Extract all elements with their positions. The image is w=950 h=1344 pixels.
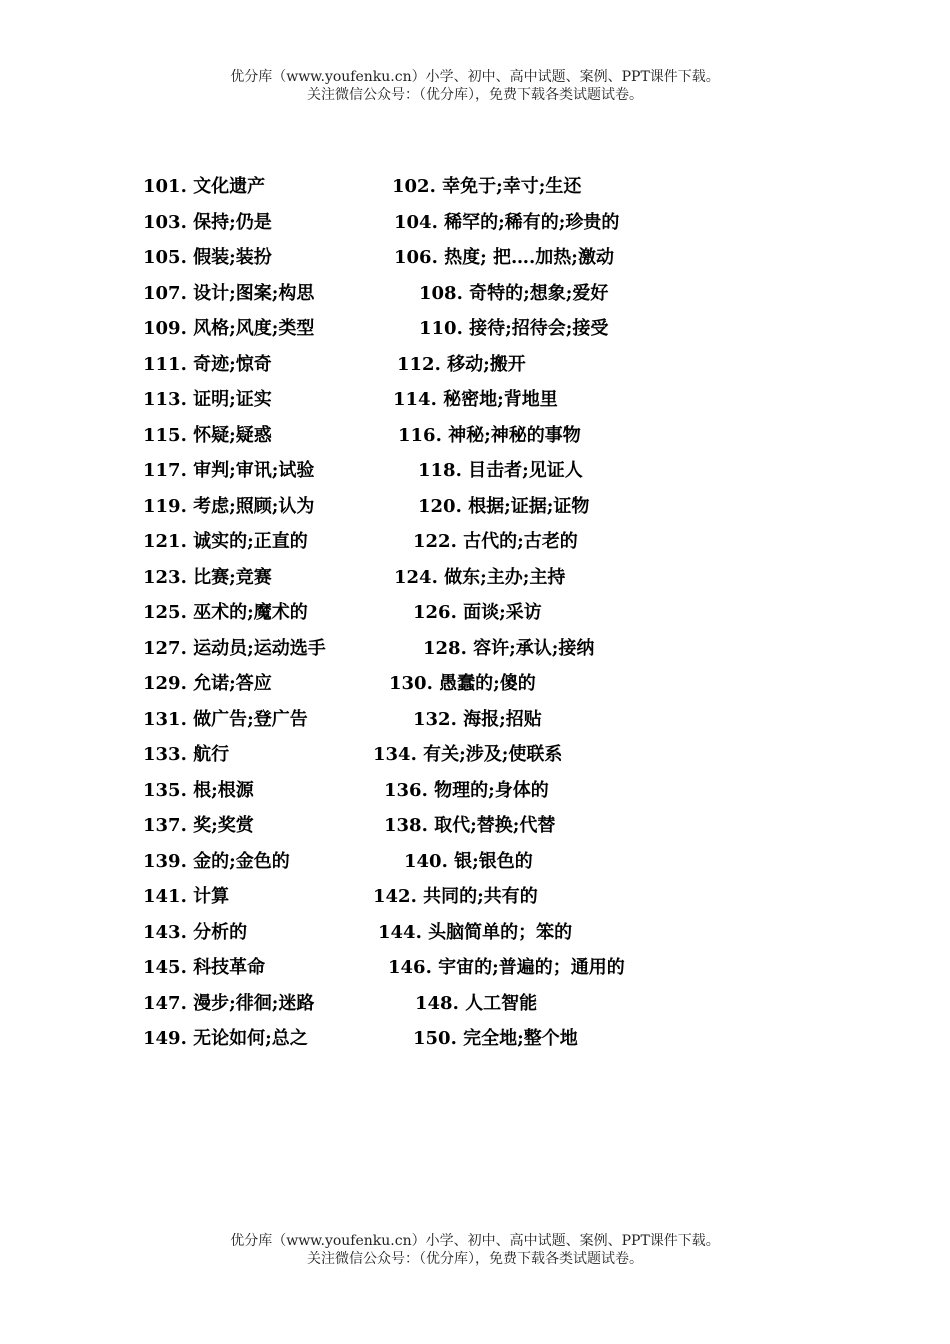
vocab-row [0,602,950,638]
entry-number: 127. [143,637,187,659]
entry-meaning: 共同的;共有的 [423,886,538,907]
vocab-entry-left [143,531,308,553]
vocab-entry-right [398,425,581,447]
vocab-entry-left [143,460,314,482]
vocab-entry-right [389,673,536,695]
entry-meaning: 幸免于;幸寸;生还 [442,176,582,197]
vocab-row [0,389,950,425]
entry-number: 118. [418,460,462,481]
vocab-row [0,283,950,319]
entry-number: 111. [143,353,187,375]
vocab-entry-left [143,851,290,873]
entry-number: 123. [143,566,187,588]
entry-meaning: 假装;装扮 [193,247,272,268]
entry-meaning: 奖;奖赏 [193,815,254,836]
vocab-entry-left [143,602,308,624]
vocab-entry-right [423,638,594,660]
entry-meaning: 计算 [193,886,230,907]
entry-meaning: 根;根源 [193,779,254,801]
entry-number: 113. [143,389,187,410]
vocab-row [0,531,950,567]
entry-meaning: 做广告;登广告 [193,708,308,730]
vocab-entry-right [413,1028,578,1050]
entry-meaning: 完全地;整个地 [463,1028,578,1049]
entry-meaning: 审判;审讯;试验 [193,460,315,481]
entry-meaning: 漫步;徘徊;迷路 [193,992,315,1014]
vocab-entry-right [413,531,578,553]
entry-meaning: 稀罕的;稀有的;珍贵的 [444,211,620,233]
entry-meaning: 目击者;见证人 [468,460,583,481]
entry-meaning: 宇宙的;普遍的；通用的 [438,957,625,978]
vocab-entry-right [397,354,526,376]
vocab-entry-right [418,460,583,482]
vocab-entry-left [143,283,314,305]
entry-meaning: 证明;证实 [193,389,272,410]
entry-number: 117. [143,460,187,481]
header-line-2: 关注微信公众号：（优分库），免费下载各类试题试卷。 [307,87,643,103]
vocab-entry-right [373,886,538,908]
entry-number: 104. [394,211,438,233]
vocab-row [0,957,950,993]
vocab-entry-right [415,993,537,1015]
entry-meaning: 分析的 [193,921,248,943]
vocab-entry-left [143,744,229,766]
vocab-row [0,212,950,248]
entry-number: 138. [384,815,428,836]
vocab-row [0,673,950,709]
entry-number: 134. [373,744,417,765]
vocab-entry-left [143,993,314,1015]
entry-number: 136. [384,779,428,801]
vocab-entry-right [384,780,549,802]
entry-meaning: 无论如何;总之 [193,1028,308,1049]
entry-number: 128. [423,637,467,659]
entry-number: 144. [378,921,422,943]
entry-number: 137. [143,815,187,836]
entry-number: 108. [419,282,463,304]
entry-meaning: 航行 [193,744,230,765]
entry-meaning: 做东;主办;主持 [444,566,566,588]
entry-number: 133. [143,744,187,765]
vocab-entry-left [143,673,272,695]
entry-number: 110. [419,318,463,339]
entry-number: 150. [413,1028,457,1049]
entry-number: 131. [143,708,187,730]
entry-meaning: 保持;仍是 [193,211,272,233]
page-header [0,68,950,104]
vocab-entry-left [143,318,314,340]
vocab-row [0,567,950,603]
vocab-row [0,247,950,283]
vocabulary-list [0,176,950,1066]
vocab-entry-right [413,709,542,731]
vocab-entry-right [418,496,589,518]
entry-meaning: 人工智能 [465,992,538,1014]
vocab-row [0,922,950,958]
entry-number: 105. [143,247,187,268]
vocab-entry-right [394,567,565,589]
vocab-row [0,993,950,1029]
entry-number: 135. [143,779,187,801]
entry-number: 149. [143,1028,187,1049]
header-line-1: 优分库（www.youfenku.cn）小学、初中、高中试题、案例、PPT课件下载。 [230,69,720,85]
vocab-entry-left [143,638,326,660]
entry-meaning: 取代;替换;代替 [434,815,556,836]
entry-number: 126. [413,602,457,623]
vocab-entry-right [394,212,619,234]
entry-number: 130. [389,673,433,694]
entry-meaning: 怀疑;疑惑 [193,424,272,446]
entry-number: 139. [143,850,187,872]
vocab-row [0,176,950,212]
entry-number: 145. [143,957,187,978]
vocab-entry-left [143,815,254,837]
vocab-entry-left [143,176,265,198]
vocab-entry-left [143,247,272,269]
entry-number: 121. [143,531,187,552]
entry-number: 148. [415,992,459,1014]
entry-number: 141. [143,886,187,907]
entry-meaning: 根据;证据;证物 [468,495,590,517]
vocab-entry-right [388,957,625,979]
entry-meaning: 科技革命 [193,957,266,978]
vocab-entry-right [392,176,581,198]
vocab-entry-left [143,354,272,376]
entry-number: 106. [394,247,438,268]
vocab-row [0,780,950,816]
entry-number: 103. [143,211,187,233]
entry-number: 147. [143,992,187,1014]
vocab-row [0,638,950,674]
entry-meaning: 风格;风度;类型 [193,318,315,339]
entry-number: 129. [143,673,187,694]
entry-meaning: 容许;承认;接纳 [473,637,595,659]
vocab-entry-right [419,283,608,305]
entry-meaning: 愚蠢的;傻的 [439,673,536,694]
vocab-entry-left [143,780,254,802]
vocab-entry-left [143,496,314,518]
vocab-row [0,886,950,922]
entry-number: 112. [397,353,441,375]
entry-meaning: 银;银色的 [454,850,533,872]
entry-meaning: 有关;涉及;使联系 [423,744,563,765]
entry-meaning: 物理的;身体的 [434,779,549,801]
entry-meaning: 移动;搬开 [447,353,526,375]
vocab-entry-left [143,567,272,589]
entry-meaning: 比赛;竞赛 [193,566,272,588]
vocab-entry-right [378,922,572,944]
vocab-row [0,496,950,532]
entry-meaning: 奇迹;惊奇 [193,353,272,375]
entry-meaning: 金的;金色的 [193,850,290,872]
vocab-row [0,425,950,461]
entry-number: 114. [393,389,437,410]
entry-meaning: 文化遗产 [193,176,266,197]
vocab-entry-right [384,815,555,837]
entry-meaning: 秘密地;背地里 [443,389,558,410]
entry-meaning: 面谈;采访 [463,602,542,623]
entry-meaning: 热度; 把….加热;激动 [444,247,614,268]
vocab-row [0,318,950,354]
entry-meaning: 允诺;答应 [193,673,272,694]
vocab-entry-left [143,389,272,411]
entry-number: 120. [418,495,462,517]
vocab-entry-right [404,851,533,873]
vocab-entry-left [143,957,265,979]
entry-number: 116. [398,424,442,446]
page-footer [0,1232,950,1268]
vocab-entry-left [143,212,272,234]
entry-number: 140. [404,850,448,872]
entry-number: 109. [143,318,187,339]
entry-meaning: 运动员;运动选手 [193,637,326,659]
entry-number: 146. [388,957,432,978]
entry-number: 142. [373,886,417,907]
vocab-entry-right [394,247,614,269]
vocab-entry-left [143,425,272,447]
entry-number: 125. [143,602,187,623]
vocab-row [0,744,950,780]
entry-meaning: 海报;招贴 [463,708,542,730]
vocab-entry-right [373,744,562,766]
entry-meaning: 设计;图案;构思 [193,282,315,304]
entry-meaning: 古代的;古老的 [463,531,578,552]
entry-number: 119. [143,495,187,517]
footer-line-2: 关注微信公众号：（优分库），免费下载各类试题试卷。 [307,1251,643,1267]
entry-meaning: 巫术的;魔术的 [193,602,308,623]
vocab-row [0,1028,950,1064]
vocab-row [0,460,950,496]
vocab-entry-left [143,709,308,731]
vocab-entry-left [143,1028,308,1050]
vocab-entry-right [419,318,608,340]
entry-number: 122. [413,531,457,552]
entry-number: 102. [392,176,436,197]
vocab-entry-right [413,602,542,624]
vocab-row [0,709,950,745]
vocab-row [0,354,950,390]
entry-number: 143. [143,921,187,943]
vocab-row [0,851,950,887]
vocab-entry-right [393,389,558,411]
entry-meaning: 考虑;照顾;认为 [193,495,315,517]
vocab-entry-left [143,886,229,908]
entry-number: 107. [143,282,187,304]
vocab-row [0,815,950,851]
entry-meaning: 接待;招待会;接受 [469,318,609,339]
entry-meaning: 诚实的;正直的 [193,531,308,552]
vocab-entry-left [143,922,247,944]
entry-meaning: 神秘;神秘的事物 [448,424,581,446]
entry-number: 124. [394,566,438,588]
entry-number: 132. [413,708,457,730]
entry-meaning: 奇特的;想象;爱好 [469,282,609,304]
entry-meaning: 头脑简单的；笨的 [428,921,573,943]
entry-number: 101. [143,176,187,197]
footer-line-1: 优分库（www.youfenku.cn）小学、初中、高中试题、案例、PPT课件下载。 [230,1233,720,1249]
entry-number: 115. [143,424,187,446]
